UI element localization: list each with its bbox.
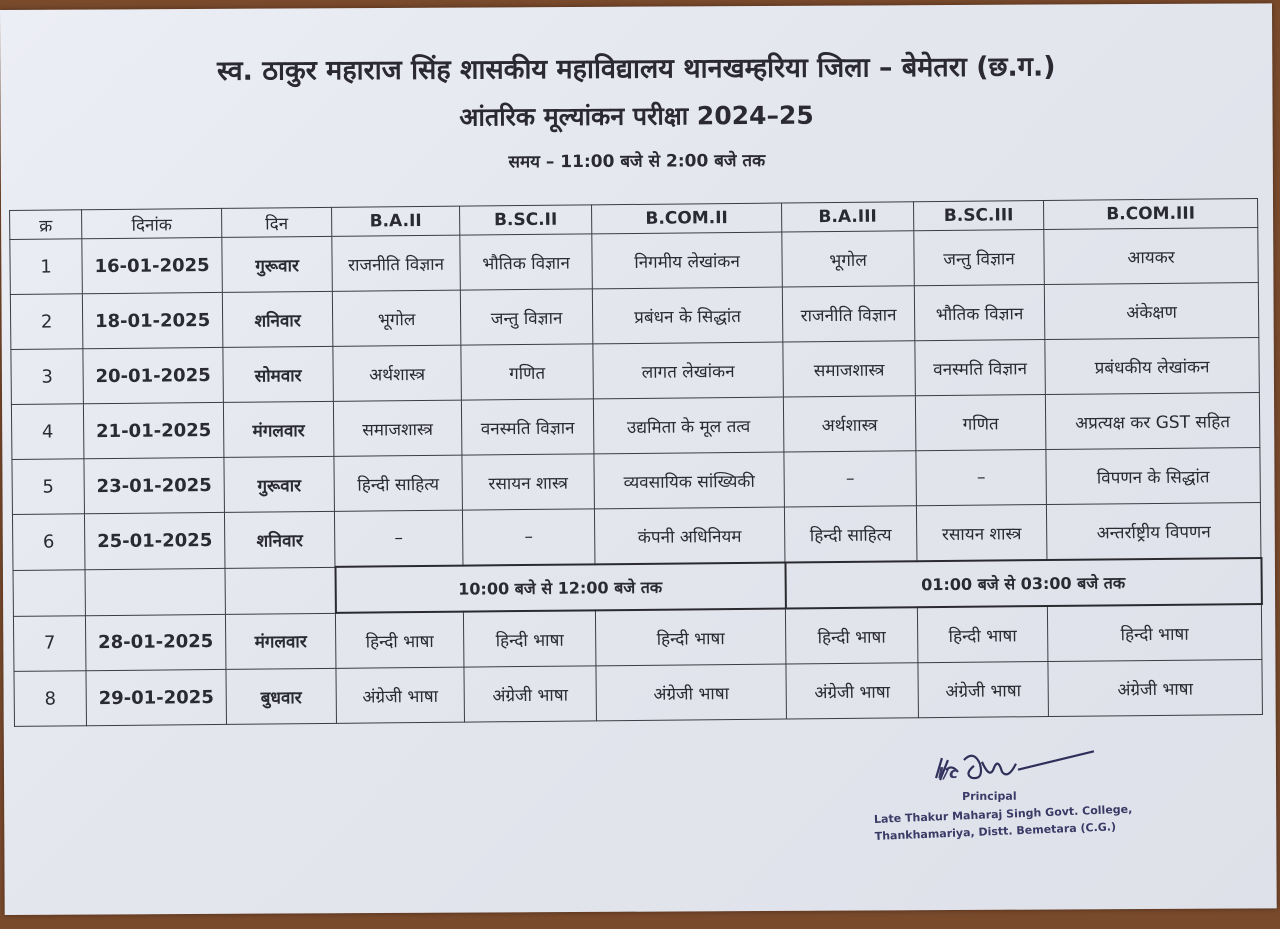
row-day: मंगलवार [223, 401, 334, 457]
paper-sheet [0, 3, 1277, 915]
exam-title: आंतरिक मूल्यांकन परीक्षा 2024–25 [459, 100, 814, 132]
subject-cell: – [334, 510, 463, 567]
subject-cell: विपणन के सिद्धांत [1046, 447, 1261, 504]
col-header-bcom3: B.COM.III [1044, 198, 1258, 229]
row-day: गुरूवार [222, 236, 333, 292]
row-date: 18-01-2025 [82, 292, 223, 348]
subject-cell: भौतिक विज्ञान [460, 234, 593, 290]
subject-cell: हिन्दी भाषा [335, 612, 464, 669]
row-serial: 7 [13, 615, 86, 671]
subject-cell: जन्तु विज्ञान [460, 289, 593, 345]
subject-cell: – [916, 450, 1047, 506]
col-header-ba2: B.A.II [332, 206, 460, 236]
empty-cell [13, 569, 85, 616]
subject-cell: अर्थशास्त्र [333, 345, 462, 401]
subject-cell: प्रबंधन के सिद्धांत [592, 287, 783, 344]
subject-cell: अंग्रेजी भाषा [596, 664, 787, 721]
subject-cell: भौतिक विज्ञान [914, 285, 1045, 341]
subject-cell: अंग्रेजी भाषा [336, 667, 465, 723]
col-header-bcom2: B.COM.II [592, 203, 782, 234]
row-date: 28-01-2025 [85, 614, 226, 671]
row-date: 21-01-2025 [83, 402, 224, 458]
row-date: 23-01-2025 [84, 457, 225, 513]
col-header-date: दिनांक [82, 208, 222, 238]
principal-label: Principal [962, 789, 1017, 803]
subject-cell: भूगोल [332, 290, 461, 346]
col-header-day: दिन [222, 207, 332, 237]
subject-cell: अंग्रेजी भाषा [786, 663, 919, 719]
subject-cell: अर्थशास्त्र [783, 396, 916, 452]
row-day: शनिवार [222, 291, 333, 347]
row-serial: 5 [12, 459, 85, 515]
subject-cell: हिन्दी भाषा [463, 610, 596, 667]
row-day: गुरूवार [224, 456, 335, 512]
subject-cell: हिन्दी भाषा [785, 607, 918, 664]
subject-cell: वनस्मति विज्ञान [461, 399, 594, 455]
signature-ic: I/c [937, 763, 959, 783]
row-date: 29-01-2025 [86, 669, 227, 725]
signature-scribble-icon [934, 749, 1114, 800]
subject-cell: व्यवसायिक सांख्यिकी [594, 452, 785, 509]
stamp-address: Thankhamariya, Distt. Bemetara (C.G.) [874, 820, 1117, 843]
subject-cell: राजनीति विज्ञान [782, 286, 915, 342]
signature-block [874, 749, 1135, 870]
col-header-ba3: B.A.III [782, 202, 914, 232]
subject-cell: हिन्दी भाषा [1047, 604, 1262, 662]
stamp-college: Late Thakur Maharaj Singh Govt. College, [873, 802, 1133, 826]
subject-cell: अंग्रेजी भाषा [918, 662, 1049, 718]
subject-cell: अप्रत्यक्ष कर GST सहित [1045, 392, 1260, 449]
row-day: बुधवार [226, 668, 337, 724]
col-header-sn: क्र [10, 210, 82, 240]
subject-cell: हिन्दी भाषा [917, 606, 1048, 663]
session-time-third-year: 01:00 बजे से 03:00 बजे तक [785, 558, 1261, 609]
subject-cell: हिन्दी साहित्य [784, 506, 917, 563]
subject-cell: – [462, 509, 595, 566]
row-date: 20-01-2025 [83, 347, 224, 403]
row-day: शनिवार [224, 511, 335, 568]
row-day: सोमवार [223, 346, 334, 402]
table-row [14, 659, 1262, 726]
subject-cell: – [784, 451, 917, 507]
subject-cell: भूगोल [782, 231, 915, 287]
subject-cell: गणित [461, 344, 594, 400]
subject-cell: उद्यमिता के मूल तत्व [593, 397, 784, 454]
subject-cell: कंपनी अधिनियम [594, 507, 785, 564]
college-stamp [874, 801, 1135, 845]
subject-cell: अंकेक्षण [1044, 282, 1259, 339]
empty-cell [85, 568, 225, 615]
subject-cell: निगमीय लेखांकन [592, 232, 783, 289]
row-serial: 3 [11, 349, 84, 405]
subject-cell: प्रबंधकीय लेखांकन [1045, 337, 1260, 394]
row-serial: 8 [14, 671, 87, 727]
row-date: 25-01-2025 [84, 512, 225, 569]
subject-cell: रसायन शास्त्र [462, 454, 595, 510]
subject-cell: अन्तर्राष्ट्रीय विपणन [1046, 502, 1261, 560]
row-date: 16-01-2025 [82, 237, 223, 293]
row-serial: 4 [11, 404, 84, 460]
subject-cell: अंग्रेजी भाषा [1048, 659, 1263, 716]
exam-time: समय – 11:00 बजे से 2:00 बजे तक [508, 150, 766, 173]
subject-cell: समाजशास्त्र [783, 341, 916, 397]
exam-schedule-table [9, 198, 1263, 727]
row-serial: 1 [10, 239, 83, 295]
col-header-bsc2: B.SC.II [460, 205, 592, 235]
subject-cell: आयकर [1044, 227, 1259, 284]
college-title: स्व. ठाकुर महाराज सिंह शासकीय महाविद्यालय थानखम्हरिया जिला – बेमेतरा (छ.ग.) [217, 51, 1056, 87]
session-time-second-year: 10:00 बजे से 12:00 बजे तक [335, 563, 785, 613]
row-serial: 6 [12, 514, 85, 570]
subject-cell: अंग्रेजी भाषा [464, 666, 597, 722]
row-day: मंगलवार [225, 613, 336, 670]
subject-cell: राजनीति विज्ञान [332, 235, 461, 291]
row-serial: 2 [10, 294, 83, 350]
subject-cell: हिन्दी साहित्य [334, 455, 463, 511]
subject-cell: लागत लेखांकन [593, 342, 784, 399]
subject-cell: हिन्दी भाषा [595, 609, 786, 666]
subject-cell: समाजशास्त्र [333, 400, 462, 456]
subject-cell: जन्तु विज्ञान [914, 230, 1045, 286]
col-header-bsc3: B.SC.III [914, 201, 1044, 231]
subject-cell: गणित [915, 395, 1046, 451]
subject-cell: रसायन शास्त्र [916, 505, 1047, 562]
empty-cell [225, 567, 335, 614]
subject-cell: वनस्मति विज्ञान [915, 340, 1046, 396]
